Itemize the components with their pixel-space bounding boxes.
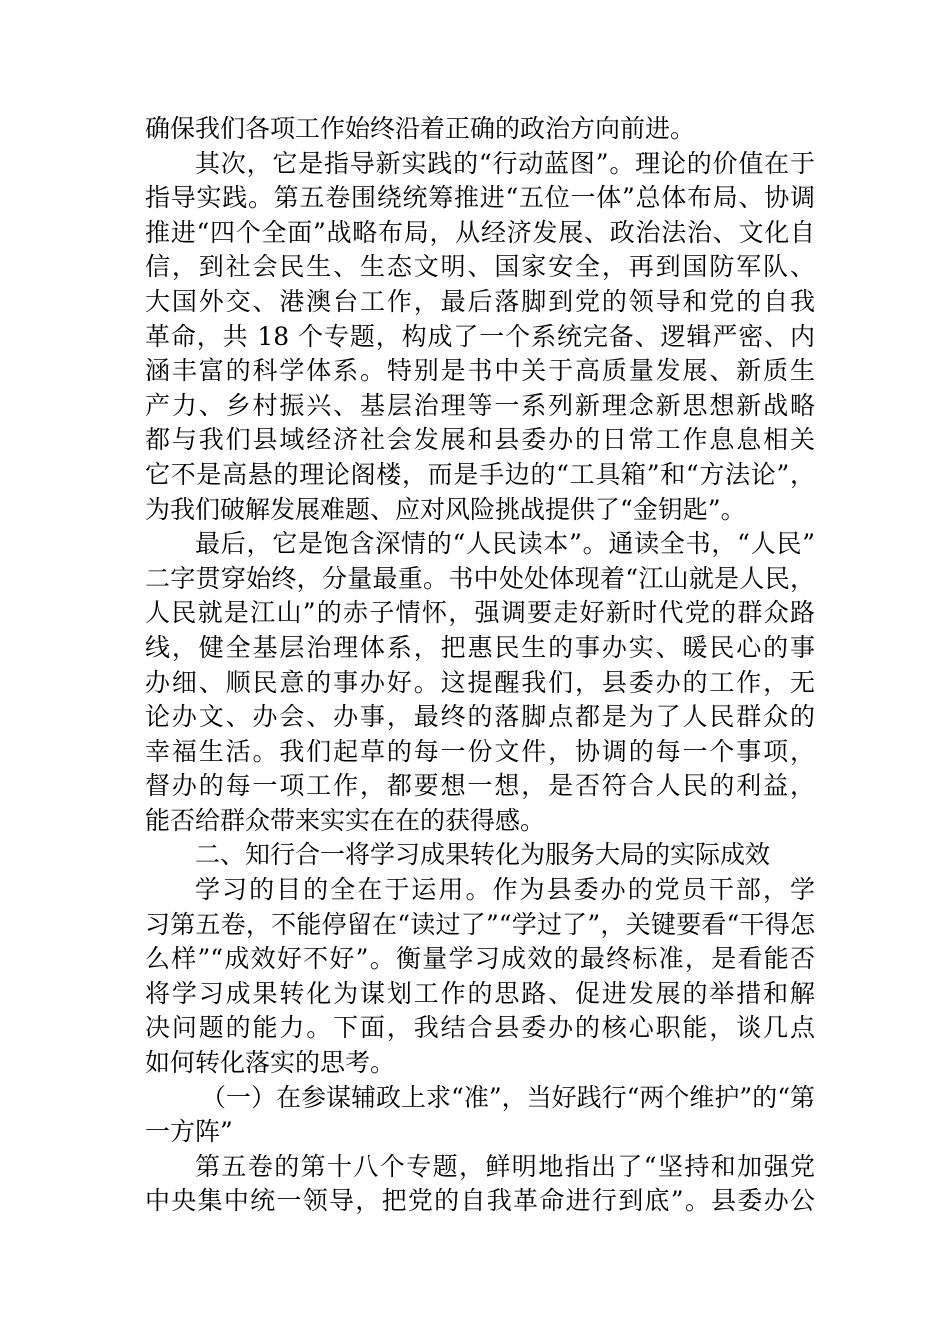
text-line: 革命，共 18 个专题，构成了一个系统完备、逻辑严密、内 [145, 321, 815, 351]
text-line: 习第五卷，不能停留在“读过了”“学过了”，关键要看“干得怎 [145, 909, 815, 939]
text-line: 最后，它是饱含深情的“人民读本”。通读全书，“人民” [195, 529, 815, 559]
text-line: 确保我们各项工作始终沿着正确的政治方向前进。 [145, 114, 696, 143]
text-line: 么样”“成效好不好”。衡量学习成效的最终标准，是看能否 [145, 944, 815, 974]
text-line: 第五卷的第十八个专题，鲜明地指出了“坚持和加强党 [195, 1151, 815, 1181]
text-line: （一）在参谋辅政上求“准”，当好践行“两个维护”的“第 [201, 1082, 815, 1112]
text-line: 都与我们县域经济社会发展和县委办的日常工作息息相关 [145, 425, 815, 455]
text-line: 如何转化落实的思考。 [145, 1048, 396, 1078]
text-line: 论办文、办会、办事，最终的落脚点都是为了人民群众的 [145, 702, 815, 732]
text-line: 能否给群众带来实实在在的获得感。 [145, 805, 546, 835]
text-line: 幸福生活。我们起草的每一份文件，协调的每一个事项， [145, 736, 815, 766]
text-line: 二、知行合一将学习成果转化为服务大局的实际成效 [195, 840, 771, 870]
text-line: 信，到社会民生、生态文明、国家安全，再到国防军队、 [145, 252, 815, 282]
text-line: 中央集中统一领导，把党的自我革命进行到底”。县委办公 [145, 1186, 815, 1216]
text-line: 将学习成果转化为谋划工作的思路、促进发展的举措和解 [145, 978, 815, 1008]
text-line: 涵丰富的科学体系。特别是书中关于高质量发展、新质生 [145, 356, 815, 386]
text-line: 产力、乡村振兴、基层治理等一系列新理念新思想新战略 [145, 390, 815, 420]
text-line: 其次，它是指导新实践的“行动蓝图”。理论的价值在于 [195, 148, 815, 178]
text-line: 一方阵” [145, 1117, 233, 1147]
text-line: 线，健全基层治理体系，把惠民生的事办实、暖民心的事 [145, 632, 815, 662]
text-line: 人民就是江山”的赤子情怀，强调要走好新时代党的群众路 [145, 598, 815, 628]
text-line: 为我们破解发展难题、应对风险挑战提供了“金钥匙”。 [145, 494, 746, 524]
text-line: 推进“四个全面”战略布局，从经济发展、政治法治、文化自 [145, 217, 815, 247]
document-body [145, 112, 815, 1219]
text-line: 二字贯穿始终，分量最重。书中处处体现着“江山就是人民， [145, 563, 815, 593]
text-line: 它不是高悬的理论阁楼，而是手边的“工具箱”和“方法论”， [145, 459, 815, 489]
text-line: 办细、顺民意的事办好。这提醒我们，县委办的工作，无 [145, 667, 815, 697]
text-line: 决问题的能力。下面，我结合县委办的核心职能，谈几点 [145, 1013, 815, 1043]
text-line: 学习的目的全在于运用。作为县委办的党员干部，学 [195, 875, 815, 905]
text-line: 指导实践。第五卷围绕统筹推进“五位一体”总体布局、协调 [145, 183, 815, 213]
text-line: 督办的每一项工作，都要想一想，是否符合人民的利益， [145, 771, 815, 801]
text-line: 大国外交、港澳台工作，最后落脚到党的领导和党的自我 [145, 286, 815, 316]
